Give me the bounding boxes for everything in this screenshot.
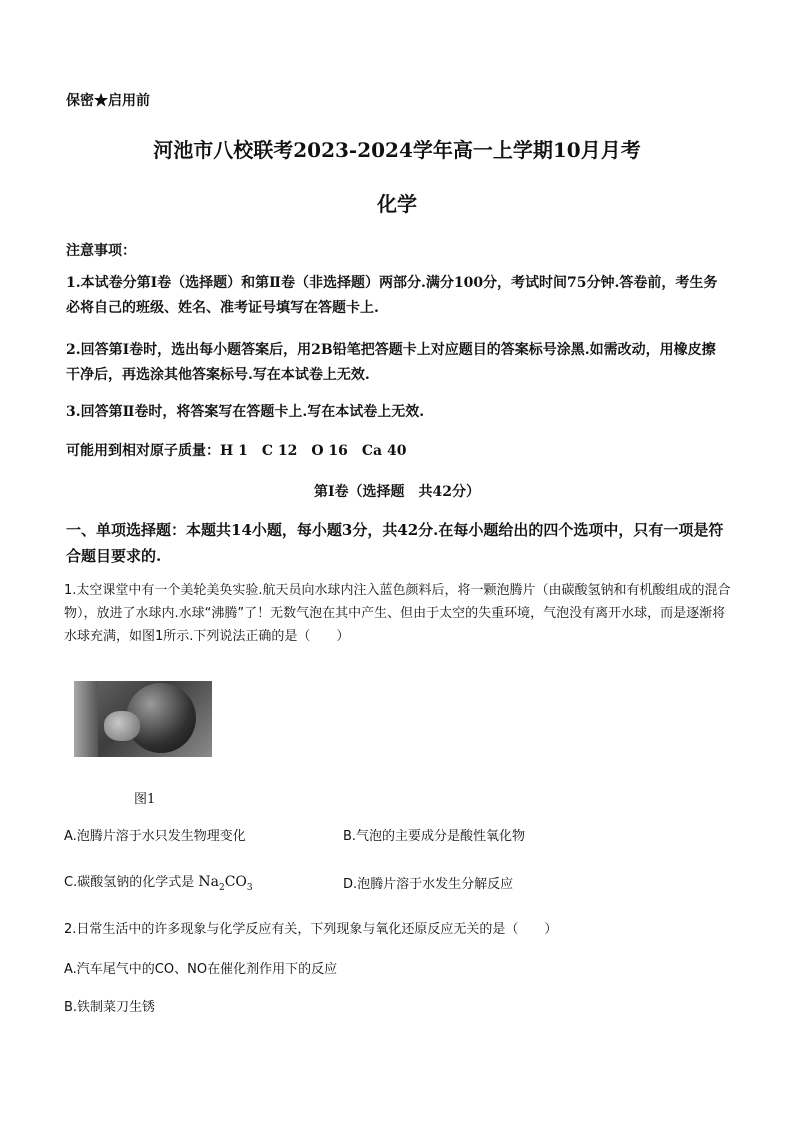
water-ball-photo xyxy=(74,681,212,757)
q1-option-a: A.泡腾片溶于水只发生物理变化 xyxy=(64,829,246,844)
part-heading: 一、单项选择题：本题共14小题，每小题3分，共42分.在每小题给出的四个选项中，只有一项是符合题目要求的. xyxy=(66,521,724,565)
question-1-stem: 1.太空课堂中有一个美轮美奂实验.航天员向水球内注入蓝色颜料后，将一颗泡腾片（由碳酸氢钠和有机酸组成的混合物），放进了水球内.水球“沸腾”了！无数气泡在其中产生、但由于太空的失重环境，气泡没有离开水球，而是逐渐将水球充满，如图1所示.下列说法正确的是（ ） xyxy=(64,583,731,644)
notice-item-2: 2.回答第Ⅰ卷时，选出每小题答案后，用2B铅笔把答题卡上对应题目的答案标号涂黑.如需改动，用橡皮擦干净后，再选涂其他答案标号.写在本试卷上无效. xyxy=(66,342,716,383)
notice-item-1: 1.本试卷分第Ⅰ卷（选择题）和第Ⅱ卷（非选择题）两部分.满分100分，考试时间75分钟.答卷前，考生务必将自己的班级、姓名、准考证号填写在答题卡上. xyxy=(66,275,718,316)
q2-option-a: A.汽车尾气中的CO、NO在催化剂作用下的反应 xyxy=(64,962,338,977)
sodium-carbonate-formula: $Na_2CO_3$ xyxy=(198,874,253,893)
notice-item-3: 3.回答第Ⅱ卷时，将答案写在答题卡上.写在本试卷上无效. xyxy=(66,404,425,420)
exam-title: 河池市八校联考2023-2024学年高一上学期10月月考 xyxy=(153,138,641,162)
q1-option-c: C.碳酸氢钠的化学式是 $Na_2CO_3$ xyxy=(64,874,253,893)
confidential-label: 保密★启用前 xyxy=(66,93,150,109)
atomic-masses: 可能用到相对原子质量：H 1 C 12 O 16 Ca 40 xyxy=(66,443,407,459)
section-title: 第Ⅰ卷（选择题 共42分） xyxy=(313,484,481,500)
subject-title: 化学 xyxy=(377,192,417,216)
q1-option-d: D.泡腾片溶于水发生分解反应 xyxy=(343,877,514,892)
question-2-stem: 2.日常生活中的许多现象与化学反应有关，下列现象与氧化还原反应无关的是（ ） xyxy=(64,922,558,937)
q1-option-b: B.气泡的主要成分是酸性氧化物 xyxy=(343,829,526,844)
notes-heading: 注意事项： xyxy=(66,243,136,259)
figure-caption: 图1 xyxy=(134,792,156,807)
q2-option-b: B.铁制菜刀生锈 xyxy=(64,1000,156,1015)
